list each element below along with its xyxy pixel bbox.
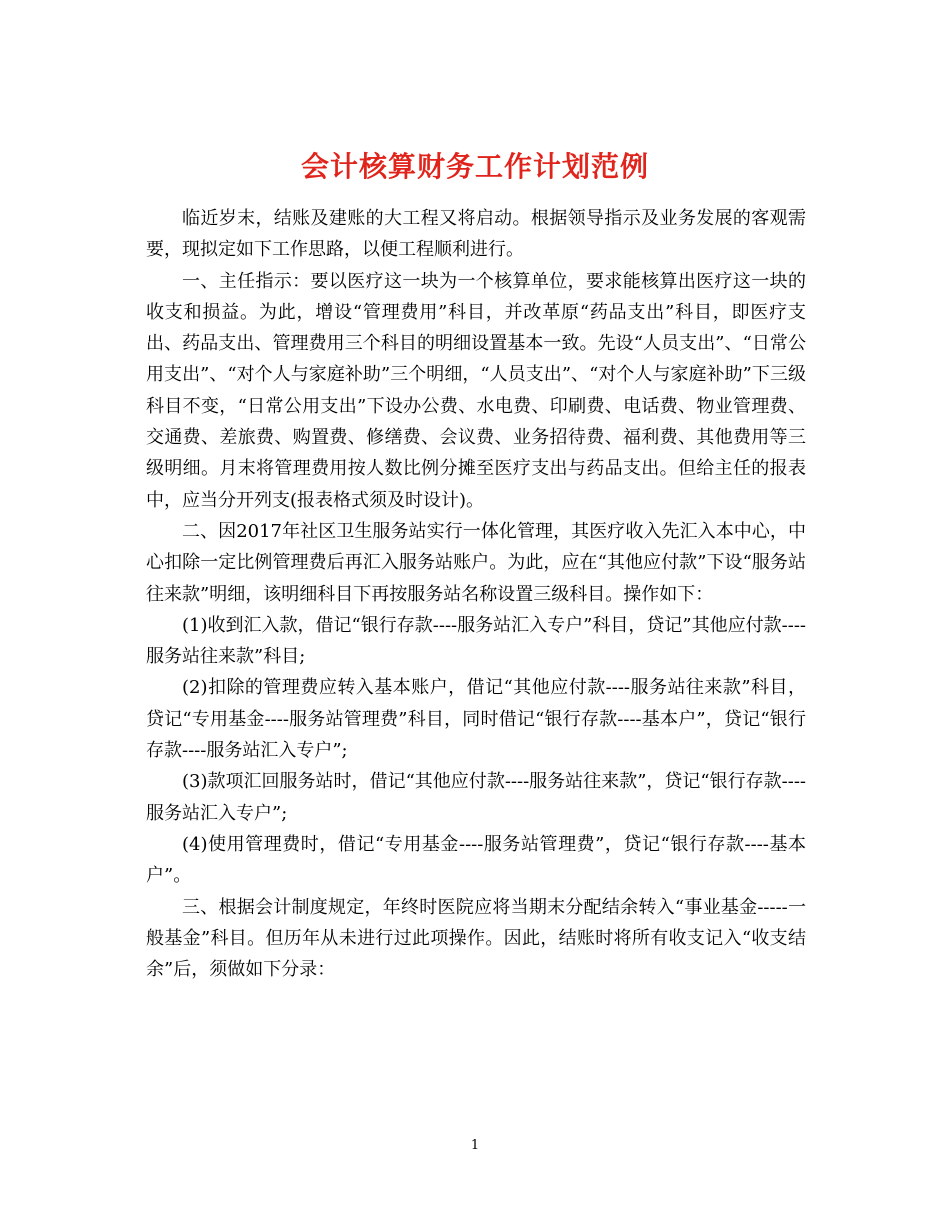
paragraph-step-2: (2)扣除的管理费应转入基本账户，借记“其他应付款----服务站往来款”科目，贷记“专用基金----服务站管理费”科目，同时借记“银行存款----基本户”，贷记“银行存款----服务站汇入专户”;	[146, 677, 806, 762]
paragraph-section-1: 一、主任指示：要以医疗这一块为一个核算单位，要求能核算出医疗这一块的收支和损益。为此，增设“管理费用”科目，并改革原“药品支出”科目，即医疗支出、药品支出、管理费用三个科目的明细设置基本一致。先设“人员支出”、“日常公用支出”、“对个人与家庭补助”三个明细，“人员支出”、“对个人与家庭补助”下三级科目不变，“日常公用支出”下设办公费、水电费、印刷费、电话费、物业管理费、交通费、差旅费、购置费、修缮费、会议费、业务招待费、福利费、其他费用等三级明细。月末将管理费用按人数比例分摊至医疗支出与药品支出。但给主任的报表中，应当分开列支(报表格式须及时设计)。	[146, 270, 806, 511]
paragraph-intro: 临近岁末，结账及建账的大工程又将启动。根据领导指示及业务发展的客观需要，现拟定如下工作思路，以便工程顺利进行。	[146, 208, 806, 261]
paragraph-step-1: (1)收到汇入款，借记“银行存款----服务站汇入专户”科目，贷记”其他应付款----服务站往来款”科目;	[146, 614, 806, 668]
paragraph-step-3: (3)款项汇回服务站时，借记“其他应付款----服务站往来款”，贷记“银行存款----服务站汇入专户”;	[146, 771, 806, 824]
paragraph-step-4: (4)使用管理费时，借记“专用基金----服务站管理费”，贷记“银行存款----基本户”。	[146, 833, 806, 887]
document-title: 会计核算财务工作计划范例	[300, 149, 649, 183]
paragraph-section-3: 三、根据会计制度规定，年终时医院应将当期末分配结余转入“事业基金-----一般基金”科目。但历年从未进行过此项操作。因此，结账时将所有收支记入“收支结余”后，须做如下分录：	[146, 896, 806, 981]
page-number: 1	[470, 1138, 480, 1153]
paragraph-section-2: 二、因2017年社区卫生服务站实行一体化管理，其医疗收入先汇入本中心，中心扣除一定比例管理费后再汇入服务站账户。为此，应在“其他应付款”下设“服务站往来款”明细，该明细科目下再按服务站名称设置三级科目。操作如下：	[146, 520, 806, 605]
document-body	[146, 203, 806, 985]
